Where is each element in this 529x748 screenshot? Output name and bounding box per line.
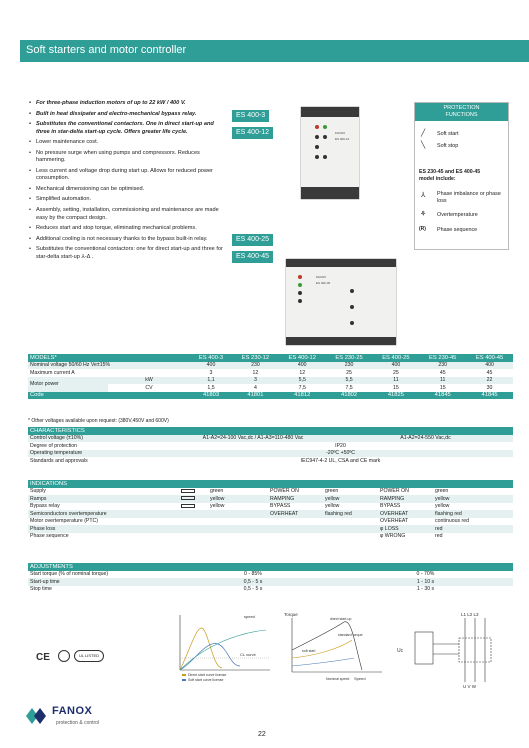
model-tag-es400-25: ES 400-25 — [232, 234, 273, 246]
protection-note: ES 230-45 and ES 400-45 model include: — [419, 169, 481, 182]
column-header: ES 400-25 — [372, 354, 419, 362]
characteristics-table — [28, 427, 513, 465]
column-header: ES 230-25 — [326, 354, 373, 362]
indication-c1 — [323, 533, 378, 541]
supply-led-icon — [168, 488, 208, 496]
table-row: CV 1,5 4 7,5 7,5 15 15 30 — [145, 384, 493, 391]
indication-s2: OVERHEAT — [378, 510, 433, 518]
protection-item-phase-sequence: Phase sequence — [437, 227, 478, 233]
indication-s1 — [268, 525, 323, 533]
speed-label: speed — [244, 614, 255, 619]
protection-item-soft-stop: Soft stop — [437, 143, 459, 149]
indication-c1: yellow — [325, 503, 340, 510]
table-row — [28, 525, 513, 533]
indication-color: green — [210, 488, 224, 495]
torque-label: Torque — [284, 612, 298, 617]
indication-s2: OVERHEAT — [380, 518, 409, 525]
column-header: ES 230-12 — [232, 354, 279, 362]
indication-label: Ramps — [28, 495, 168, 503]
column-header: ES 400-12 — [279, 354, 326, 362]
soft-start-label: soft start — [302, 649, 316, 653]
direct-startup-label: direct start-up — [330, 617, 352, 621]
ul-listed-logo: UL LISTED — [74, 650, 104, 662]
indication-c2: red — [433, 525, 513, 533]
feature-item: • Simplified automation. — [28, 196, 224, 204]
table-row: Motor power kW 1,1 3 5,5 5,5 11 11 22 — [28, 377, 513, 385]
indication-s1: POWER ON — [270, 488, 299, 495]
phase-sequence-icon: (R) — [419, 226, 426, 232]
feature-item: • For three-phase induction motors of up to 22 kW / 400 V. — [28, 100, 224, 108]
table-row: Nominal voltage 50/60 Hz Ve±15% 400 230 400 230 400 230 400 — [28, 362, 513, 370]
empty-cell — [168, 510, 208, 518]
indication-label: Supply — [30, 488, 46, 495]
protection-item-overtemperature: Overtemperature — [437, 212, 478, 218]
table-row — [28, 503, 513, 511]
table-row: Control voltage (±10%) A1-A2=24-100 Vac,dc / A1-A3=110-480 Vac A1-A2=24-550 Vac,dc — [28, 435, 513, 443]
indication-c1: yellow — [323, 495, 378, 503]
terminals-bottom: U V W — [463, 684, 476, 689]
soft-stop-icon: ╲ — [421, 142, 426, 149]
bypass-led-icon — [168, 503, 208, 511]
indication-s2: RAMPING — [378, 495, 433, 503]
csa-logo-icon — [58, 650, 70, 662]
model-tag-es400-3: ES 400-3 — [232, 110, 269, 122]
indication-color — [208, 510, 268, 518]
table-row: Code 41803 41801 41812 41802 41825 41845 41845 — [28, 392, 513, 400]
large-device-image: FANOX ES 400-45 — [285, 258, 397, 346]
indication-s2: φ LOSS — [378, 525, 433, 533]
cl-label: CL curve — [240, 652, 256, 657]
indication-s2: BYPASS — [380, 503, 401, 510]
indication-label: Phase sequence — [30, 533, 69, 540]
indication-c2: red — [435, 533, 443, 540]
phase-imbalance-icon: ⅄ — [421, 192, 426, 199]
overtemperature-icon: ⚘ — [420, 211, 427, 218]
feature-item: • Substitutes the conventional contactors. One in direct start-up and three in star-delta start-up cycle. Offers greater life cycle. — [28, 121, 224, 136]
legend-soft: Soft start curve license — [188, 678, 224, 682]
indication-color: yellow — [210, 503, 225, 510]
table-row — [28, 518, 513, 526]
uc-label: Uc — [397, 648, 404, 654]
table-row — [28, 495, 513, 503]
adjustment-v2: 1 - 30 s — [416, 586, 435, 593]
adjustment-v2: 1 - 10 s — [338, 578, 513, 586]
indication-c1 — [323, 525, 378, 533]
page-number: 22 — [258, 731, 266, 738]
feature-list — [28, 100, 224, 264]
adjustment-label: Start-up time — [28, 578, 168, 586]
indication-s2: φ WRONG — [380, 533, 406, 540]
indication-label: Motor overtemperature (PTC) — [30, 518, 99, 525]
protection-item-phase-imbalance: Phase imbalance or phase loss — [437, 191, 501, 205]
adjustment-v1: 0,5 - 5 s — [243, 586, 263, 593]
feature-item: • Built in heat dissipater and electro-mechanical bypass relay. — [28, 111, 224, 119]
indication-c2: continuous red — [435, 518, 470, 525]
small-device-image: FANOX ES 400-12 — [300, 106, 360, 200]
column-header: ES 400-45 — [466, 354, 513, 362]
indication-s1: BYPASS — [270, 503, 291, 510]
table-row — [28, 510, 513, 518]
column-header: ES 230-45 — [419, 354, 466, 362]
adjustments-table — [28, 563, 513, 593]
brand-name: FANOX — [52, 705, 93, 717]
indication-color — [208, 525, 268, 533]
standard-torque-label: standard torque — [338, 633, 363, 637]
protection-title: PROTECTION FUNCTIONS — [415, 103, 508, 121]
ramps-led-icon — [168, 495, 208, 503]
table-row — [28, 533, 513, 541]
fanox-logo-icon — [24, 706, 50, 726]
ce-mark: CE — [36, 652, 50, 663]
adjustment-label: Stop time — [30, 586, 52, 593]
models-section-title: MODELS* — [28, 354, 190, 362]
indication-label: Bypass relay — [30, 503, 60, 510]
terminals-top: L1 L2 L3 — [461, 612, 479, 617]
table-row — [28, 578, 513, 586]
feature-item: • Assembly, setting, installation, commissioning and maintenance are made easy by the compact design. — [28, 207, 224, 222]
table-row: Standards and approvals IEC947-4-2 UL, CSA and CE mark — [30, 457, 381, 464]
bypass-led-icon — [181, 504, 195, 508]
indication-c1 — [323, 518, 378, 526]
table-row: Maximum current A 3 12 12 25 25 45 45 — [30, 369, 493, 376]
indication-c1: flashing red — [323, 510, 378, 518]
table-row: Operating temperature -20ºC +50ºC — [28, 450, 513, 458]
table-row — [28, 586, 513, 594]
soft-start-icon: ╱ — [421, 130, 426, 137]
models-table — [28, 354, 513, 399]
adjustment-label: Start torque (% of nominal torque) — [30, 571, 109, 578]
indication-s1: OVERHEAT — [268, 510, 323, 518]
characteristics-section-title: CHARACTERISTICS — [28, 427, 513, 435]
indication-c2: yellow — [435, 503, 450, 510]
torque-speed-diagram — [282, 610, 387, 690]
indication-color — [208, 533, 268, 541]
indication-s2: POWER ON — [380, 488, 409, 495]
adjustments-section-title: ADJUSTMENTS — [28, 563, 513, 571]
indication-label: Semiconductors overtemperature — [28, 510, 168, 518]
speed-axis-label: Speed — [354, 676, 366, 681]
adjustment-v1: 0,5 - 5 s — [168, 578, 338, 586]
brand-tagline: protection & control — [56, 720, 100, 726]
protection-item-soft-start: Soft start — [437, 131, 459, 137]
indication-c2: flashing red — [433, 510, 513, 518]
empty-cell — [168, 518, 208, 526]
indications-table — [28, 480, 513, 540]
page-title: Soft starters and motor controller — [26, 44, 187, 56]
feature-item: • Less current and voltage drop during start up. Allows for reduced power consumption. — [28, 168, 224, 183]
feature-item: • Additional cooling is not necessary thanks to the bypass built-in relay. — [28, 236, 224, 244]
indication-c1: green — [325, 488, 339, 495]
model-tag-es400-12: ES 400-12 — [232, 127, 273, 139]
empty-cell — [168, 533, 208, 541]
indication-c2: green — [435, 488, 449, 495]
indications-section-title: INDICATIONS — [28, 480, 513, 488]
indication-color — [208, 518, 268, 526]
feature-item: • Mechanical dimensioning can be optimised. — [28, 186, 224, 194]
model-tag-es400-45: ES 400-45 — [232, 251, 273, 263]
feature-item: • Reduces start and stop torque, eliminating mechanical problems. — [28, 225, 224, 233]
column-header: ES 400-3 — [190, 354, 232, 362]
feature-item: • No pressure surge when using pumps and compressors. Reduces hammering. — [28, 150, 224, 165]
indication-s1: RAMPING — [268, 495, 323, 503]
adjustment-v2: 0 - 70% — [416, 571, 435, 578]
footnote: * Other voltages available upon request: (380V,450V and 600V) — [28, 418, 169, 424]
indication-s1 — [268, 533, 323, 541]
protection-functions-box — [414, 102, 509, 250]
ramps-led-icon — [181, 496, 195, 500]
table-row: Degree of protection IP20 — [30, 442, 346, 449]
indication-label: Phase loss — [28, 525, 168, 533]
wiring-diagram — [395, 610, 505, 690]
speed-current-diagram — [170, 610, 275, 690]
feature-item: • Lower maintenance cost. — [28, 139, 224, 147]
indication-c2: yellow — [433, 495, 513, 503]
empty-cell — [168, 525, 208, 533]
indication-s1 — [268, 518, 323, 526]
table-row — [28, 571, 513, 579]
feature-item: • Substitutes the conventional contactors: one for direct start-up and three for star-delta start-up ⅄-Δ . — [28, 246, 224, 261]
legend-direct: Direct start curve license — [188, 673, 227, 677]
table-row — [28, 488, 513, 496]
adjustment-v1: 0 - 85% — [244, 571, 262, 578]
nominal-speed-label: Nominal speed — [326, 677, 350, 681]
indication-color: yellow — [208, 495, 268, 503]
supply-led-icon — [181, 489, 195, 493]
